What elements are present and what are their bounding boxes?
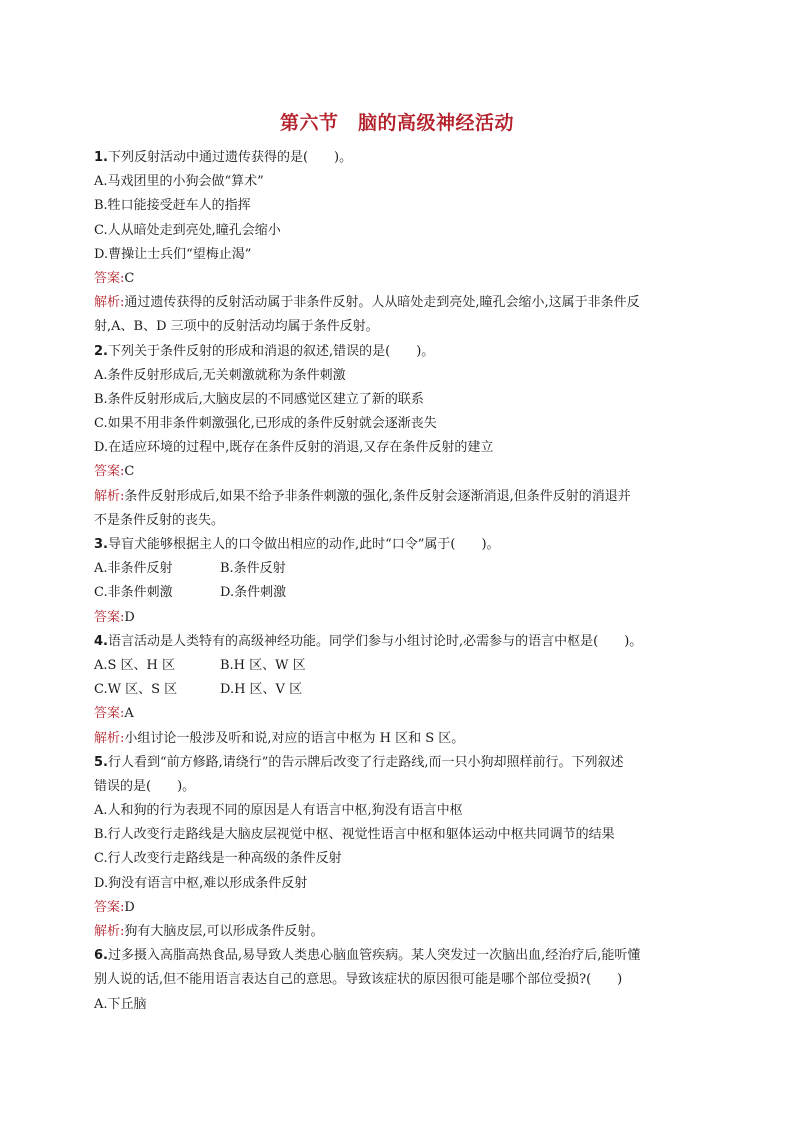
analysis-line xyxy=(94,291,704,315)
page-title: 第六节 脑的高级神经活动 xyxy=(279,112,514,134)
answer-value: A xyxy=(124,706,134,722)
question-stem xyxy=(94,751,704,775)
question-text: 错误的是( )。 xyxy=(94,778,196,794)
analysis-line xyxy=(94,727,704,751)
option: A.条件反射形成后,无关刺激就称为条件刺激 xyxy=(94,367,346,383)
option: B.行人改变行走路线是大脑皮层视觉中枢、视觉性语言中枢和躯体运动中枢共同调节的结果 xyxy=(94,827,615,843)
answer-label: 答案: xyxy=(94,270,125,286)
question-stem xyxy=(94,146,704,170)
question-stem xyxy=(94,340,704,364)
analysis-text: 射,A、B、D 三项中的反射活动均属于条件反射。 xyxy=(94,319,379,335)
question-text: 行人看到“前方修路,请绕行”的告示牌后改变了行走路线,而一只小狗却照样前行。下列叙述 xyxy=(107,754,624,770)
analysis-text: 小组讨论一般涉及听和说,对应的语言中枢为 H 区和 S 区。 xyxy=(124,730,465,746)
option: D.曹操让士兵们“望梅止渴” xyxy=(94,246,252,262)
answer-line xyxy=(94,606,704,630)
answer-value: C xyxy=(124,270,135,286)
analysis-text: 不是条件反射的丧失。 xyxy=(94,512,225,528)
answer-line xyxy=(94,267,704,291)
option: D.在适应环境的过程中,既存在条件反射的消退,又存在条件反射的建立 xyxy=(94,440,494,456)
question-number: 2. xyxy=(94,343,108,359)
question-number: 6. xyxy=(94,948,108,964)
option: B.H 区、W 区 xyxy=(220,657,306,673)
answer-line xyxy=(94,896,704,920)
answer-line xyxy=(94,460,704,484)
option: D.狗没有语言中枢,难以形成条件反射 xyxy=(94,875,308,891)
option: C.行人改变行走路线是一种高级的条件反射 xyxy=(94,851,342,867)
answer-label: 答案: xyxy=(94,609,125,625)
option: A.S 区、H 区 xyxy=(94,657,176,673)
option: D.条件刺激 xyxy=(220,585,287,601)
question-text: 过多摄入高脂高热食品,易导致人类患心脑血管疾病。某人突发过一次脑出血,经治疗后,能听懂 xyxy=(107,948,641,964)
answer-label: 答案: xyxy=(94,464,125,480)
question-stem xyxy=(94,630,704,654)
answer-value: D xyxy=(124,609,135,625)
option-row xyxy=(94,678,704,702)
option: B.条件反射形成后,大脑皮层的不同感觉区建立了新的联系 xyxy=(94,391,424,407)
analysis-line xyxy=(94,920,704,944)
option: C.如果不用非条件刺激强化,已形成的条件反射就会逐渐丧失 xyxy=(94,416,437,432)
answer-value: D xyxy=(124,899,135,915)
analysis-label: 解析: xyxy=(94,730,125,746)
option: D.H 区、V 区 xyxy=(220,682,303,698)
option: A.人和狗的行为表现不同的原因是人有语言中枢,狗没有语言中枢 xyxy=(94,803,463,819)
answer-label: 答案: xyxy=(94,899,125,915)
option: C.人从暗处走到亮处,瞳孔会缩小 xyxy=(94,222,281,238)
question-text: 导盲犬能够根据主人的口令做出相应的动作,此时“口令”属于( )。 xyxy=(107,537,500,552)
analysis-label: 解析: xyxy=(94,488,125,504)
option: A.马戏团里的小狗会做“算术” xyxy=(94,174,264,190)
question-stem xyxy=(94,944,704,968)
option-row xyxy=(94,654,704,678)
question-stem xyxy=(94,533,704,557)
option: A.非条件反射 xyxy=(94,561,173,577)
question-text: 语言活动是人类特有的高级神经功能。同学们参与小组讨论时,必需参与的语言中枢是( )。 xyxy=(107,633,643,649)
option-row xyxy=(94,557,704,581)
option: B.条件反射 xyxy=(220,561,286,577)
analysis-text: 通过遗传获得的反射活动属于非条件反射。人从暗处走到亮处,瞳孔会缩小,这属于非条件反 xyxy=(124,295,640,311)
question-number: 5. xyxy=(94,754,108,770)
option: B.牲口能接受赶车人的指挥 xyxy=(94,198,251,214)
analysis-text: 狗有大脑皮层,可以形成条件反射。 xyxy=(124,924,324,939)
analysis-line xyxy=(94,485,704,509)
option-row xyxy=(94,581,704,605)
answer-value: C xyxy=(124,464,135,480)
question-text: 别人说的话,但不能用语言表达自己的意思。导致该症状的原因很可能是哪个部位受损?( ) xyxy=(94,972,623,988)
question-number: 1. xyxy=(94,150,108,165)
question-text: 下列反射活动中通过遗传获得的是( )。 xyxy=(107,150,353,165)
question-list xyxy=(94,146,704,1017)
analysis-text: 条件反射形成后,如果不给予非条件刺激的强化,条件反射会逐渐消退,但条件反射的消退并 xyxy=(124,488,631,504)
option: A.下丘脑 xyxy=(94,996,147,1012)
analysis-label: 解析: xyxy=(94,295,125,311)
answer-line xyxy=(94,702,704,726)
option: C.非条件刺激 xyxy=(94,585,173,601)
answer-label: 答案: xyxy=(94,706,125,722)
question-number: 3. xyxy=(94,537,108,552)
option: C.W 区、S 区 xyxy=(94,682,178,698)
question-text: 下列关于条件反射的形成和消退的叙述,错误的是( )。 xyxy=(107,343,435,359)
question-number: 4. xyxy=(94,633,108,649)
analysis-label: 解析: xyxy=(94,924,125,939)
